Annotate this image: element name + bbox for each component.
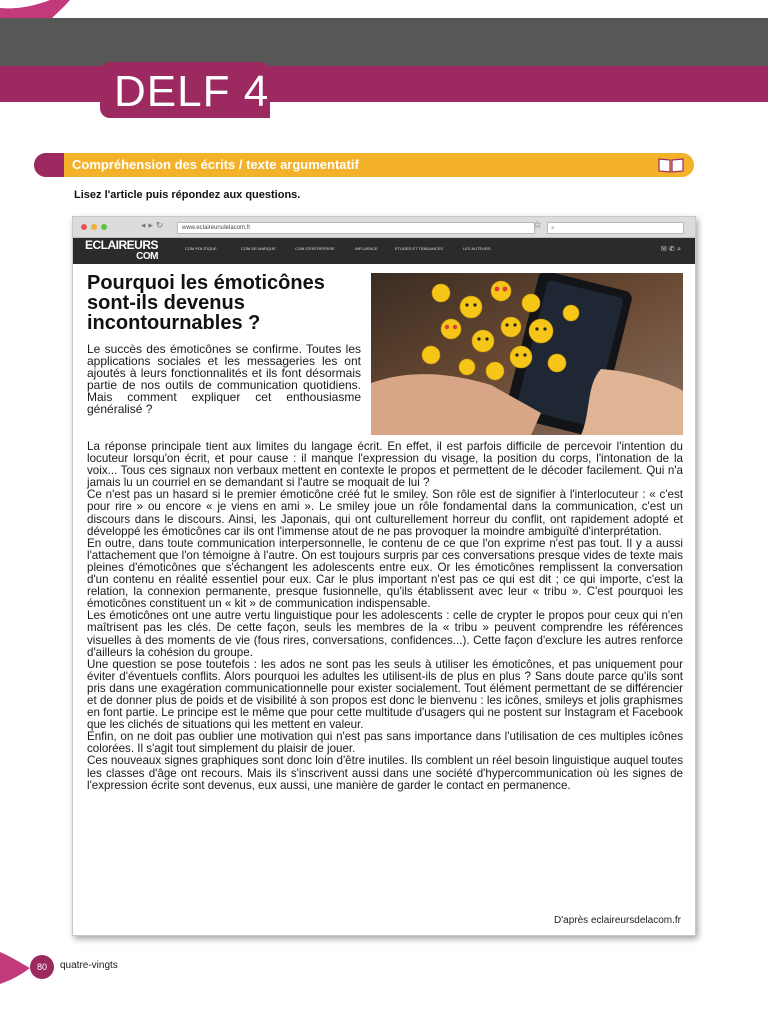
- article-intro: Le succès des émoticônes se confirme. Toutes les applications sociales et les messageries les ont ajoutés à leurs fonctionnalités et ils font désormais partie de nos outils de communication quotidiens. Mais comment expliquer cet enthousiasme généralisé ?: [87, 342, 361, 417]
- browser-window: [72, 216, 696, 936]
- article-paragraph: Ce n'est pas un hasard si le premier émoticône créé fut le smiley. Son rôle est de signifier à l'interlocuteur : « c'est pour rire » ou encore « je viens en ami ». Le smiley joue un rôle fondamental dans la communication, c'est un discours dans le discours. Ainsi, les Japonais, qui ont culturellement horreur du conflit, ont rapidement adopté et développé les émoticônes car ils ont l'immense atout de ne pas provoquer la moindre ambiguïté d'interprétation.: [87, 488, 683, 538]
- page-number-words: quatre-vingts: [60, 960, 118, 971]
- article-title: Pourquoi les émoticônes sont-ils devenus incontournables ?: [87, 272, 325, 334]
- url-bar[interactable]: www.eclaireursdelacom.fr: [177, 222, 535, 234]
- nav-item-entreprise[interactable]: COM D'ENTREPRISE: [295, 246, 335, 251]
- article-paragraph: Une question se pose toutefois : les ados ne sont pas les seuls à utiliser les émoticônes, et pas uniquement pour éviter d'éventuels conflits. Alors pourquoi les adultes les utilisent-ils de plus en plus ? Sans doute parce qu'ils sont pris dans une exagération communicationnelle pour exister socialement. Tout élément permettant de se différencier et de donner plus de poids et de visibilité à son propos est donc le bienvenu : les icônes, smileys et jolis graphismes en font partie. Le principe est le même que pour cette multitude d'usagers qui ne postent sur Instagram et Facebook que les clichés de situations qui les mettent en valeur.: [87, 657, 683, 732]
- section-label: Compréhension des écrits / texte argumentatif: [72, 157, 359, 172]
- nav-item-auteurs[interactable]: LES AUTEURS: [463, 246, 491, 251]
- close-window-dot[interactable]: [81, 224, 87, 230]
- article-paragraph: La réponse principale tient aux limites du langage écrit. En effet, il est parfois difficile de percevoir l'intention du locuteur lorsqu'on écrit, et pour cause : il manque l'expression du visage, la position du corps, l'intonation de la voix... Tous ces signaux non verbaux mettent en contexte le propos et permettent de le décoder facilement. Qui n'a jamais lu un courriel en se demandant si l'autre se moquait de lui ?: [87, 440, 683, 490]
- site-logo[interactable]: ECLAIREURS COM: [85, 238, 159, 262]
- header-band: [0, 18, 768, 66]
- bookmark-star-icon[interactable]: ☆: [533, 220, 542, 231]
- emoji-phone-photo: [371, 273, 683, 435]
- article-paragraph: Les émoticônes ont une autre vertu linguistique pour les adolescents : celle de crypter le propos pour ceux qui n'en maîtrisent pas les clés. De cette façon, seuls les membres de la « tribu » peuvent comprendre les références visuelles à des moments de vie (fous rires, conversations, confidences...). Cette façon d'exclure les autres renforce d'ailleurs la cohésion du groupe.: [87, 609, 683, 659]
- nav-item-politique[interactable]: COM POLITIQUE: [185, 246, 217, 251]
- nav-item-etudes[interactable]: ETUDES ET TENDANCES: [395, 246, 444, 251]
- nav-item-marque[interactable]: COM DE MARQUE: [241, 246, 276, 251]
- social-search-icons[interactable]: ✉ ✆ ⌕: [660, 245, 681, 253]
- article-paragraph: Ces nouveaux signes graphiques sont donc loin d'être inutiles. Ils comblent un réel besoin linguistique auquel toutes les classes d'âge ont recours. Mais ils s'inscrivent aussi dans une société d'hypercommunication où les signes de l'expression écrite sont devenus, eux aussi, une manière de garder le contact en permanence.: [87, 754, 683, 792]
- browser-toolbar: [73, 217, 695, 238]
- back-forward-icon[interactable]: ◂ ▸ ↻: [141, 221, 164, 231]
- minimize-window-dot[interactable]: [91, 224, 97, 230]
- page-number: 80: [30, 955, 54, 979]
- maximize-window-dot[interactable]: [101, 224, 107, 230]
- article-source: D'après eclaireursdelacom.fr: [554, 915, 681, 926]
- nav-item-influence[interactable]: INFLUENCE: [355, 246, 378, 251]
- instruction-text: Lisez l'article puis répondez aux questions.: [74, 189, 301, 201]
- book-icon: [658, 157, 684, 173]
- article-paragraph: Enfin, on ne doit pas oublier une motivation qui n'est pas sans importance dans l'utilisation de ces multiples icônes colorées. Il s'agit tout simplement du plaisir de jouer.: [87, 730, 683, 756]
- page-title: DELF 4: [114, 67, 270, 116]
- browser-search-input[interactable]: ⌕: [547, 222, 684, 234]
- site-navigation: [73, 238, 695, 264]
- section-bar-cap: [34, 153, 64, 177]
- article-body: [87, 441, 683, 792]
- article-paragraph: En outre, dans toute communication interpersonnelle, le contenu de ce que l'on exprime n'est pas tout. Il y a aussi l'attachement que l'on témoigne à l'autre. On est toujours surpris par ces conversations presque vides de texte mais pleines d'émoticônes que s'échangent les adolescents entre eux. Or les émoticônes remplissent la conversation d'un contenu en réalité essentiel pour eux. Car le plus important n'est pas ce qui est dit ; ce qui importe, c'est la relation, la connexion permanente, presque fusionnelle, qu'ils établissent avec leur « tribu ». C'est pourquoi les émoticônes constituent un « kit » de communication indispensable.: [87, 536, 683, 611]
